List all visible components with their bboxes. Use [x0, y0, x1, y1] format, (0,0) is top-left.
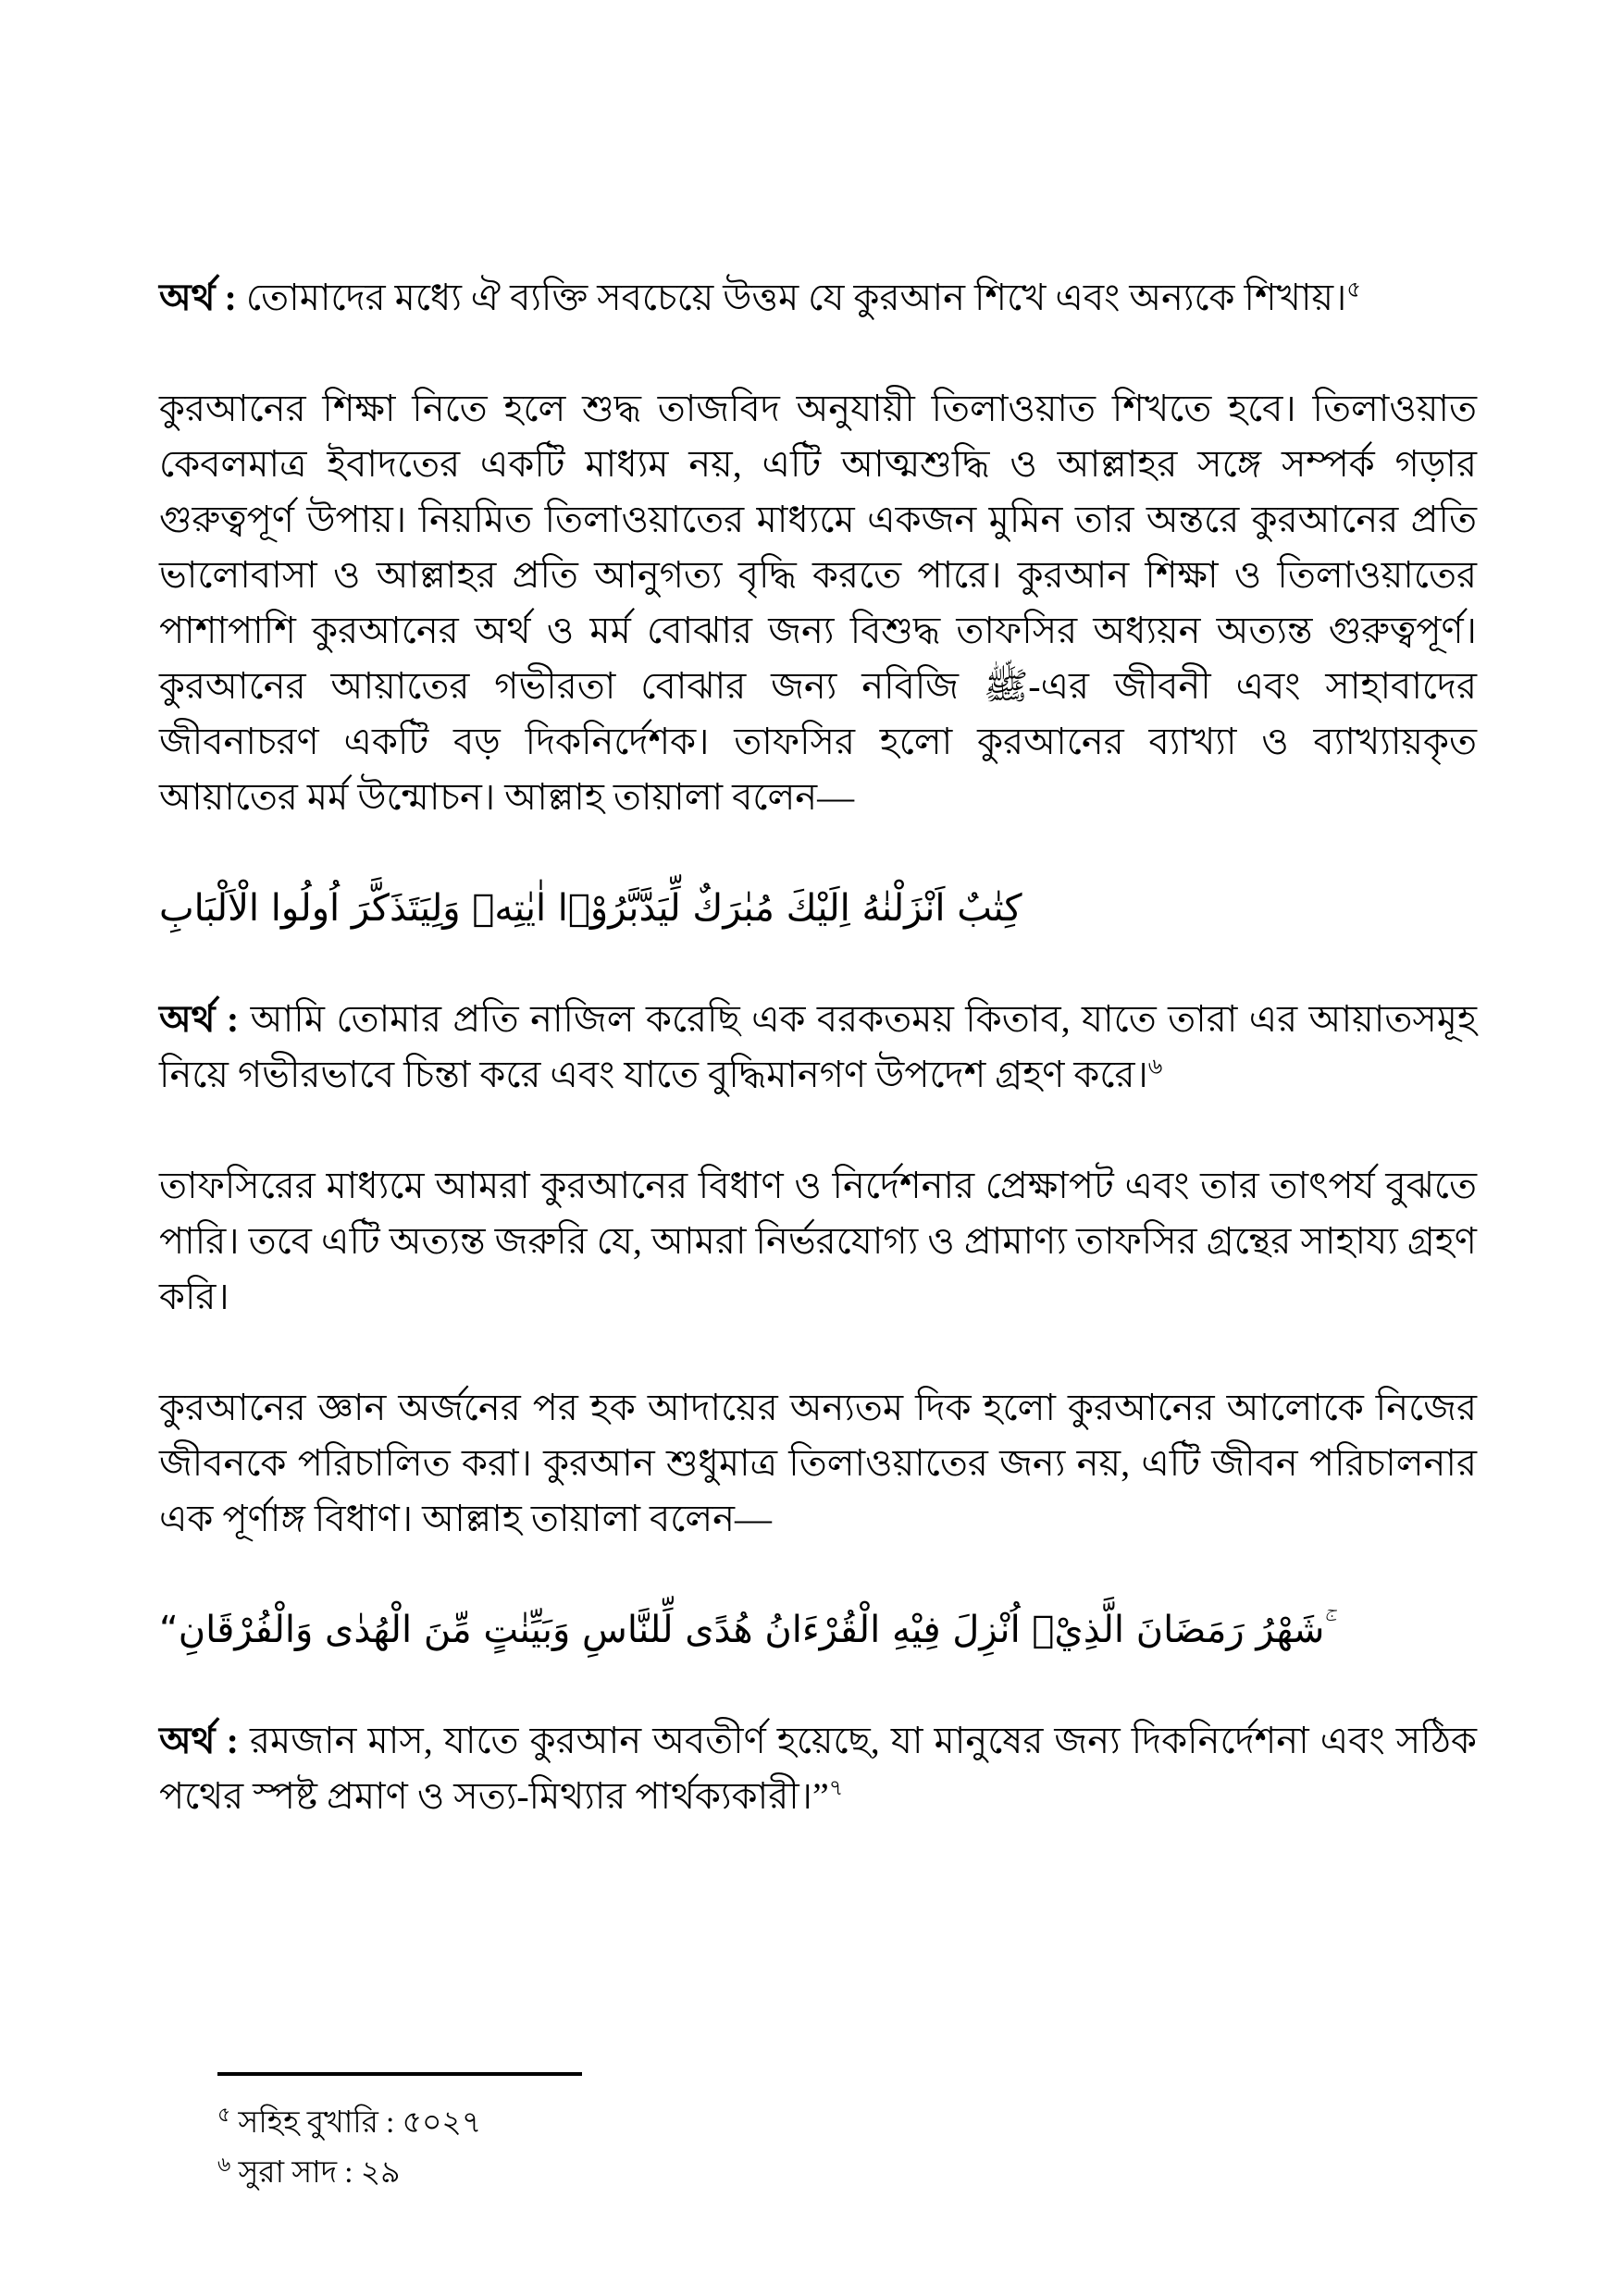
meaning-label: অর্থ :	[159, 1720, 250, 1761]
meaning-label: অর্থ :	[159, 277, 246, 318]
footnote-ref-6: ৬	[1147, 1055, 1163, 1080]
opening-quote: “	[159, 1609, 179, 1651]
footnote-ref-7: ৭	[828, 1776, 844, 1801]
footnote-6	[217, 2148, 1050, 2198]
body-text: তাফসিরের মাধ্যমে আমরা কুরআনের বিধাণ ও নির্দেশনার প্রেক্ষাপট এবং তার তাৎপর্য বুঝতে পারি। তবে এটি অত্যন্ত জরুরি যে, আমরা নির্ভরযোগ্য ও প্রামাণ্য তাফসির গ্রন্থের সাহায্য গ্রহণ করি।	[159, 1165, 1477, 1317]
body-text: কুরআনের শিক্ষা নিতে হলে শুদ্ধ তাজবিদ অনুযায়ী তিলাওয়াত শিখতে হবে। তিলাওয়াত কেবলমাত্র ইবাদতের একটি মাধ্যম নয়, এটি আত্মশুদ্ধি ও আল্লাহর সঙ্গে সম্পর্ক গড়ার গুরুত্বপূর্ণ উপায়। নিয়মিত তিলাওয়াতের মাধ্যমে একজন মুমিন তার অন্তরে কুরআনের প্রতি ভালোবাসা ও আল্লাহর প্রতি আনুগত্য বৃদ্ধি করতে পারে। কুরআন শিক্ষা ও তিলাওয়াতের পাশাপাশি কুরআনের অর্থ ও মর্ম বোঝার জন্য বিশুদ্ধ তাফসির অধ্যয়ন অত্যন্ত গুরুত্বপূর্ণ। কুরআনের আয়াতের গভীরতা বোঝার জন্য নবিজি ﷺ-এর জীবনী এবং সাহাবাদের জীবনাচরণ একটি বড় দিকনির্দেশক। তাফসির হলো কুরআনের ব্যাখ্যা ও ব্যাখ্যায়কৃত আয়াতের মর্ম উন্মোচন। আল্লাহ তায়ালা বলেন—	[159, 388, 1478, 818]
page-content	[159, 270, 1477, 1880]
footnote-ref-5: ৫	[1346, 278, 1361, 302]
footnote-section	[217, 2072, 1050, 2198]
translation-text: তোমাদের মধ্যে ঐ ব্যক্তি সবচেয়ে উত্তম যে কুরআন শিখে এবং অন্যকে শিখায়।	[245, 277, 1347, 318]
quran-verse-sad-29	[159, 881, 1477, 936]
footnote-marker-5: ৫	[217, 2103, 231, 2126]
translation-text: রমজান মাস, যাতে কুরআন অবতীর্ণ হয়েছে, যা মানুষের জন্য দিকনির্দেশনা এবং সঠিক পথের স্পষ্ট প্রমাণ ও সত্য-মিথ্যার পার্থক্যকারী।”	[159, 1720, 1477, 1817]
body-text: কুরআনের জ্ঞান অর্জনের পর হক আদায়ের অন্যতম দিক হলো কুরআনের আলোকে নিজের জীবনকে পরিচালিত করা। কুরআন শুধুমাত্র তিলাওয়াতের জন্য নয়, এটি জীবন পরিচালনার এক পূর্ণাঙ্গ বিধাণ। আল্লাহ তায়ালা বলেন—	[159, 1387, 1477, 1539]
body-paragraph-jnan	[159, 1380, 1477, 1547]
footnote-text: সুরা সাদ : ২৯	[230, 2156, 401, 2190]
translation-paragraph-bukhari	[159, 270, 1477, 326]
translation-paragraph-sad-29	[159, 992, 1477, 1103]
footnote-marker-6: ৬	[217, 2153, 231, 2176]
footnote-divider	[217, 2072, 582, 2076]
translation-text: আমি তোমার প্রতি নাজিল করেছি এক বরকতময় কিতাব, যাতে তারা এর আয়াতসমূহ নিয়ে গভীরভাবে চিন্তা করে এবং যাতে বুদ্ধিমানগণ উপদেশ গ্রহণ করে।	[159, 998, 1477, 1095]
footnote-text: সহিহ বুখারি : ৫০২৭	[230, 2106, 482, 2140]
footnote-5	[217, 2098, 1050, 2148]
body-paragraph-tafsir	[159, 1158, 1477, 1325]
arabic-verse-text: كِتٰبٌ اَنْزَلْنٰهُ اِلَيْكَ مُبٰرَكٌ لِّيَدَّبَّرُوْۤا اٰيٰتِهٖ وَلِيَتَذَكَّرَ اُولُوا الْاَلْبَابِ	[159, 887, 1022, 930]
translation-paragraph-baqarah-185	[159, 1713, 1477, 1824]
quran-verse-baqarah-185	[159, 1602, 1477, 1658]
meaning-label: অর্থ :	[159, 998, 251, 1040]
arabic-verse-text: شَهْرُ رَمَضَانَ الَّذِيْۤ اُنْزِلَ فِيْهِ الْقُرْءَانُ هُدًى لِّلنَّاسِ وَبَيِّنٰتٍ مِّنَ الْهُدٰى وَالْفُرْقَانِ ۚ	[178, 1609, 1334, 1651]
body-paragraph-tilawat	[159, 381, 1477, 825]
